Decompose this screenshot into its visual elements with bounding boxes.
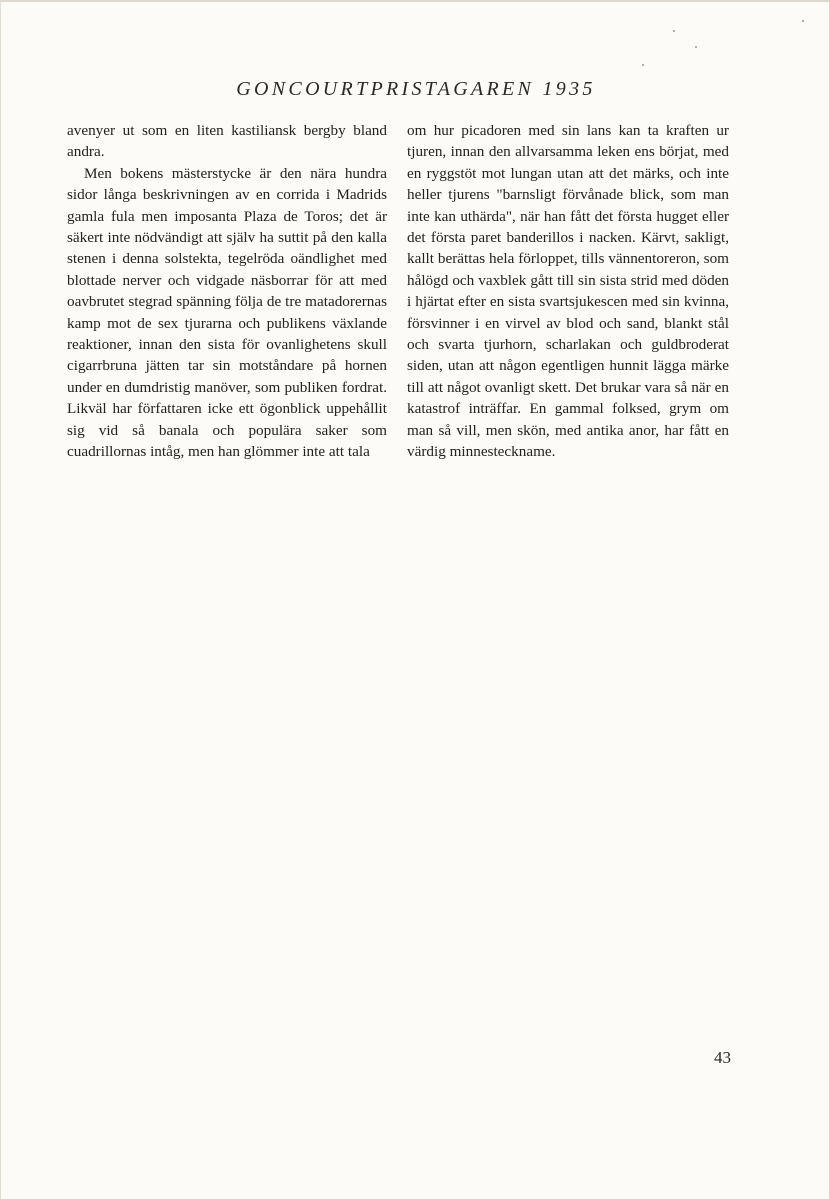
right-paragraph-1: om hur picadoren med sin lans kan ta kraften ur tjuren, innan den allvarsamma leken ens börjat, med en ryggstöt mot lungan utan att det märks, och inte heller tjurens "barnsligt förvånade blick, som man inte kan uthärda", när han fått det första hugget eller det första paret banderillos i nacken. Kärvt, sakligt, kallt berättas hela förloppet, tills vännentoreron, som hålögd och vaxblek gått till sin sista strid med döden i hjärtat efter en sista svartsjukescen med sin kvinna, försvinner i en virvel av blod och sand, blankt stål och svarta tjurhorn, scharlakan och guldbroderat siden, utan att någon egentligen hunnit lägga märke till att något ovanligt skett. Det brukar vara så när en katastrof inträffar. En gammal folksed, grym om man så vill, men skön, med antika anor, har fått en värdig minnesteckname.	[407, 122, 729, 461]
running-head: GONCOURTPRISTAGAREN 1935	[236, 78, 596, 100]
paper-speck	[802, 20, 804, 22]
right-column	[407, 120, 729, 463]
page-number: 43	[714, 1048, 731, 1067]
paper-speck	[695, 46, 697, 48]
left-column	[67, 120, 387, 463]
left-paragraph-2: Men bokens mästerstycke är den nära hundra sidor långa beskrivningen av en corrida i Madrids gamla fula men imposanta Plaza de Toros; det är säkert inte nödvändigt att själv ha suttit på den kalla stenen i denna solstekta, tegelröda oändlighet med blottade nerver och vidgade näsborrar för att med oavbrutet stegrad spänning följa de tre matadorernas kamp mot de sex tjurarna och publikens växlande reaktioner, innan den sista för ovanlighetens skull cigarrbruna jätten tar sin motståndare på hornen under en dumdristig manöver, som publiken fordrat. Likväl har författaren icke ett ögonblick uppehållit sig vid så banala och populära saker som cuadrillornas intåg, men han glömmer inte att tala	[67, 164, 387, 461]
left-paragraph-1: avenyer ut som en liten kastiliansk bergby bland andra.	[67, 122, 387, 161]
paper-speck	[642, 64, 644, 66]
paper-speck	[673, 30, 675, 32]
